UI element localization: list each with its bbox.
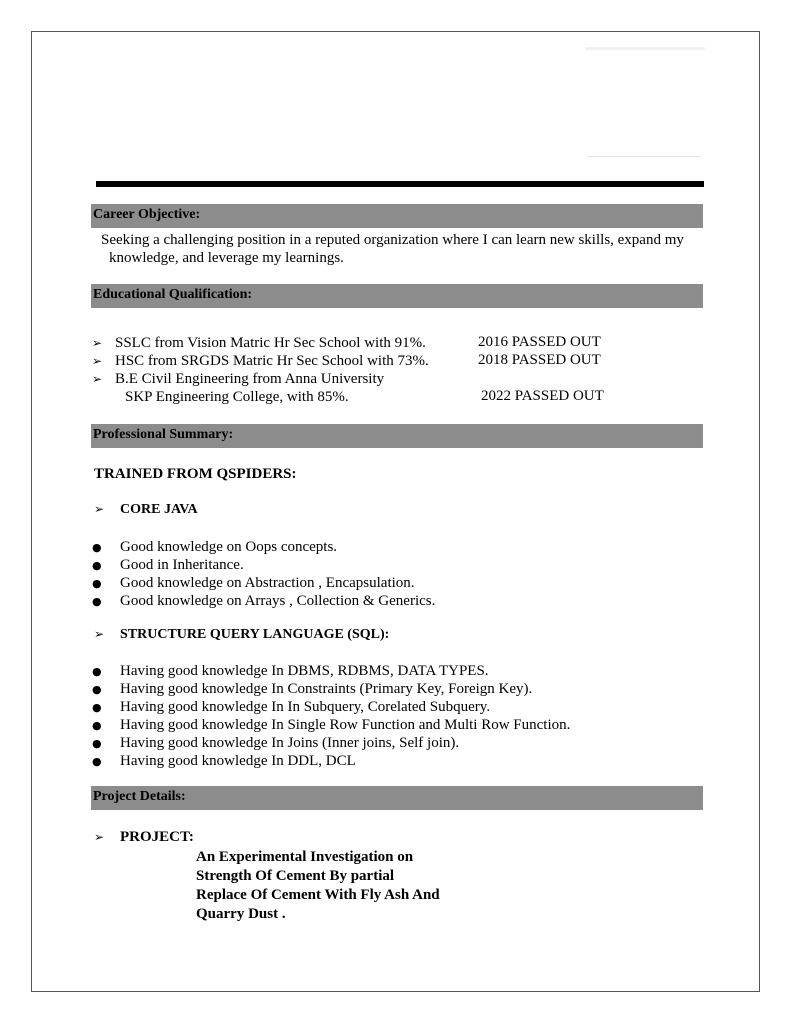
bullet-icon: ● [92,683,102,696]
bullet-icon: ● [92,665,102,678]
list-item-text: Good knowledge on Abstraction , Encapsulation. [120,575,415,591]
list-item [92,538,337,557]
section-bar-education [91,284,703,308]
education-text: HSC from SRGDS Matric Hr Sec School with 73%. [115,353,429,369]
arrow-bullet-icon: ➢ [92,336,103,350]
list-item [92,752,356,771]
list-item-text: Having good knowledge In Joins (Inner joins, Self join). [120,735,460,751]
list-item-text: Having good knowledge In Constraints (Primary Key, Foreign Key). [120,681,533,697]
section-title: Professional Summary: [93,427,234,442]
education-item [92,334,426,352]
list-item-text: Good knowledge on Arrays , Collection & Generics. [120,593,436,609]
list-item [92,680,532,699]
faded-header-mark [585,47,705,50]
career-objective-text [101,231,709,267]
list-item-text: Having good knowledge In Single Row Function and Multi Row Function. [120,717,571,733]
section-title: Career Objective: [93,207,201,222]
list-item [92,716,570,735]
faded-header-line [588,156,700,157]
sql-heading [94,627,389,643]
bullet-icon: ● [92,577,102,590]
core-java-heading [94,502,198,518]
objective-line: Seeking a challenging position in a reputed organization where I can learn new skills, expand my [101,232,684,248]
bullet-icon: ● [92,737,102,750]
list-item-text: Having good knowledge In DDL, DCL [120,753,356,769]
project-title-line: Strength Of Cement By partial [196,868,395,884]
arrow-bullet-icon: ➢ [92,354,103,368]
section-bar-project-details [91,786,703,810]
trained-from-heading: TRAINED FROM QSPIDERS: [94,466,297,482]
bullet-icon: ● [92,755,102,768]
education-text: B.E Civil Engineering from Anna University [115,371,385,387]
list-item [92,662,489,681]
section-bar-professional-summary [91,424,703,448]
bullet-icon: ● [92,541,102,554]
list-item-text: Good knowledge on Oops concepts. [120,539,338,555]
arrow-bullet-icon: ➢ [92,372,103,386]
project-title-line: An Experimental Investigation on [196,849,414,865]
education-year: 2018 PASSED OUT [478,352,601,368]
education-year: 2022 PASSED OUT [481,388,604,404]
list-item-text: Good in Inheritance. [120,557,244,573]
subsection-title: CORE JAVA [120,502,198,517]
education-item [92,370,384,388]
section-bar-career-objective [91,204,703,228]
subsection-title: STRUCTURE QUERY LANGUAGE (SQL): [120,627,390,642]
list-item [92,734,459,753]
project-title-line: Quarry Dust . [196,906,286,922]
subsection-title: PROJECT: [120,829,194,845]
bullet-icon: ● [92,559,102,572]
bullet-icon: ● [92,701,102,714]
section-title: Educational Qualification: [93,287,253,302]
objective-line: knowledge, and leverage my learnings. [109,250,344,266]
project-title [196,848,440,924]
list-item [92,556,244,575]
education-item [92,352,429,370]
section-title: Project Details: [93,789,186,804]
list-item [92,698,490,717]
education-text-continued: SKP Engineering College, with 85%. [125,389,349,405]
arrow-bullet-icon: ➢ [94,627,105,641]
project-heading [94,829,194,846]
list-item-text: Having good knowledge In DBMS, RDBMS, DATA TYPES. [120,663,489,679]
header-divider [96,181,704,187]
project-title-line: Replace Of Cement With Fly Ash And [196,887,440,903]
education-year: 2016 PASSED OUT [478,334,601,350]
bullet-icon: ● [92,719,102,732]
list-item [92,574,415,593]
bullet-icon: ● [92,595,102,608]
list-item-text: Having good knowledge In In Subquery, Corelated Subquery. [120,699,491,715]
education-text: SSLC from Vision Matric Hr Sec School with 91%. [115,335,426,351]
list-item [92,592,435,611]
arrow-bullet-icon: ➢ [94,502,105,516]
arrow-bullet-icon: ➢ [94,830,105,844]
